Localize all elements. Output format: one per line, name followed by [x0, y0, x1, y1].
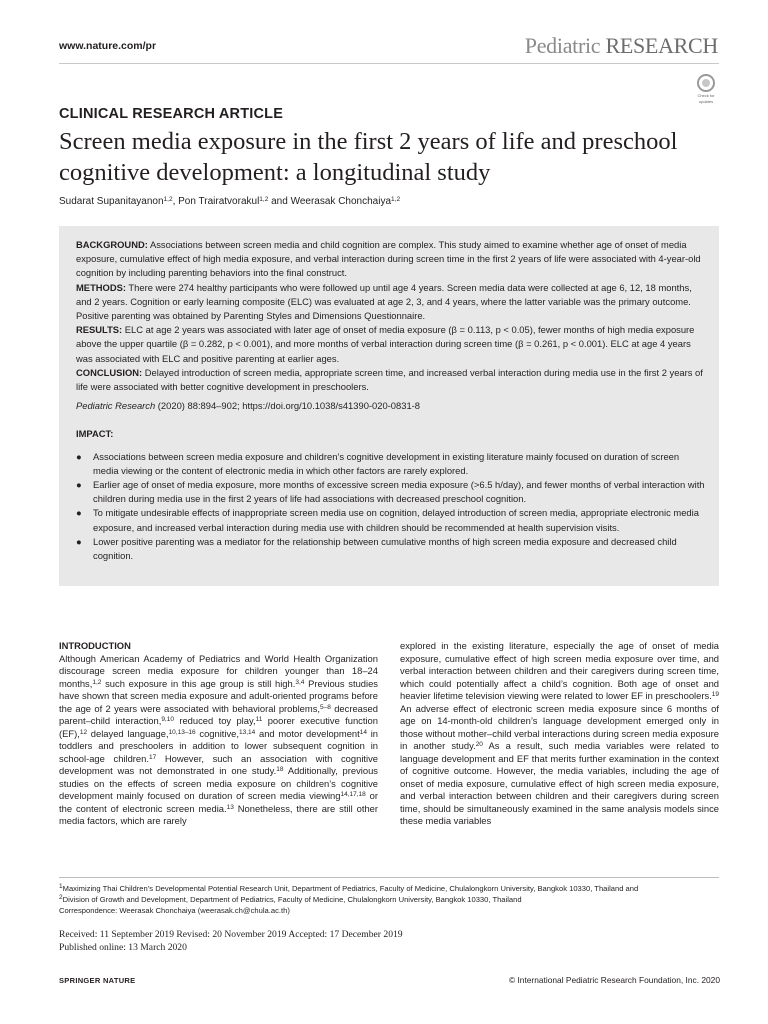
bullet-icon: ● — [76, 450, 82, 462]
affiliation-2-number: 2 — [59, 894, 63, 901]
body-text-run: Additionally, previous studies on the effects of screen media exposure on children’s cognitive development mainly focused on duration of screen media viewing — [59, 765, 378, 801]
bullet-icon: ● — [76, 479, 82, 491]
abstract-methods — [76, 281, 705, 324]
body-text-run: However, such an association with cognitive development was not demonstrated in one study. — [59, 752, 378, 776]
reference-link[interactable]: 18 — [276, 766, 284, 773]
body-text-run: Although American Academy of Pediatrics and World Health Organization discourage screen media exposure for children younger than 18–24 months, — [59, 652, 378, 689]
bullet-icon: ● — [76, 507, 82, 519]
reference-link[interactable]: 13,14 — [239, 728, 256, 736]
reference-link[interactable]: 20 — [475, 741, 483, 748]
reference-link[interactable]: 3,4 — [295, 678, 305, 686]
header-divider — [59, 63, 719, 64]
body-text-run: An adverse effect of electronic screen media exposure since 6 months of age on 14-month-old children’s language development emerged only in those without mother–child verbal interactions during screen media exposure in another study. — [400, 702, 719, 751]
body-text-right — [400, 640, 719, 828]
site-url-link[interactable]: www.nature.com/pr — [59, 40, 157, 52]
section-heading-introduction: INTRODUCTION — [59, 640, 131, 651]
reference-link[interactable]: 9,10 — [161, 716, 174, 723]
impact-item — [76, 506, 705, 534]
article-dates — [59, 929, 403, 954]
affiliation-1-text: Maximizing Thai Children’s Developmental Potential Research Unit, Department of Pediatrics, Faculty of Medicine, Chulalongkorn University, Bangkok 10330, Thailand and — [62, 884, 639, 893]
body-text-run: As a result, such media variables were related to language development and EF that merits further examination in the context of cognitive outcome. However, the media variables, including the age of onset of media exposure, cumulative effect of high screen media exposure, and verbal interaction between children and their caregivers during screen time, should be simultaneously examined in the same analysis models since these media variables — [400, 740, 719, 826]
affiliation-2 — [59, 894, 739, 905]
impact-item — [76, 450, 705, 478]
abstract-results — [76, 323, 705, 366]
body-text-run: in toddlers and preschoolers in addition to lower subsequent cognition in school-age children. — [59, 727, 378, 764]
reference-link[interactable]: 14 — [359, 728, 367, 736]
abstract-background — [76, 238, 705, 281]
reference-link[interactable]: 12 — [79, 728, 88, 736]
citation-line[interactable] — [76, 399, 705, 413]
affiliation-2-text: Division of Growth and Development, Department of Pediatrics, Faculty of Medicine, Chulalongkorn University, Bangkok 10330, Thailand — [62, 895, 522, 904]
body-text-run: and motor development — [255, 727, 360, 739]
reference-link[interactable]: 1,2 — [92, 678, 102, 686]
impact-item — [76, 478, 705, 506]
impact-list — [76, 450, 705, 564]
correspondence: Correspondence: Weerasak Chonchaiya (weerasak.ch@chula.ac.th) — [59, 906, 290, 915]
author-list — [59, 196, 400, 207]
body-text-run: delayed language, — [87, 727, 169, 739]
conclusion-label: CONCLUSION: — [76, 366, 143, 378]
reference-link[interactable]: 11 — [255, 716, 263, 723]
impact-item-text: To mitigate undesirable effects of inappropriate screen media use on cognition, delayed introduction of screen media, appropriate electronic media exposure, and increased verbal interaction during media use with children should be recommended at health supervision visits. — [93, 507, 699, 533]
article-title: Screen media exposure in the first 2 years of life and preschool cognitive development: a longitudinal study — [59, 128, 678, 186]
author-affiliation-sup: 1,2 — [259, 196, 269, 203]
footnote-divider — [59, 877, 719, 878]
publisher-logo: SPRINGER NATURE — [59, 976, 136, 985]
impact-item — [76, 535, 705, 563]
impact-item-text: Earlier age of onset of media exposure, more months of excessive screen media exposure (>6.5 h/day), and fewer months of verbal interaction with children during media use in the first 2 years of life had associations with decreased preschool cognition. — [93, 479, 705, 505]
results-text: ELC at age 2 years was associated with later age of onset of media exposure (β = 0.113, p < 0.05), fewer months of high media exposure above the upper quartile (β = 0.282, p < 0.001), and more months of verbal interaction during screen time (β = 0.261, p < 0.001). ELC at age 4 years was associated with ELC and positive parenting at earlier ages. — [76, 324, 695, 364]
body-text-run: reduced toy play, — [173, 715, 256, 726]
journal-name-part1: Pediatric — [524, 33, 601, 58]
check-updates-icon — [697, 74, 715, 92]
body-text-left — [59, 653, 378, 828]
abstract-conclusion — [76, 366, 705, 394]
reference-link[interactable]: 13 — [226, 803, 234, 811]
received-dates: Received: 11 September 2019 Revised: 20 November 2019 Accepted: 17 December 2019 — [59, 929, 403, 940]
author-name: Weerasak Chonchaiya — [290, 196, 392, 207]
body-text-run: decreased parent–child interaction, — [59, 702, 378, 726]
journal-name-part2: RESEARCH — [605, 33, 718, 58]
reference-link[interactable]: 19 — [711, 691, 719, 698]
author-separator: and — [268, 196, 291, 207]
author-affiliation-sup: 1,2 — [391, 196, 401, 203]
background-label: BACKGROUND: — [76, 239, 148, 250]
body-text-run: Nonetheless, there are still other media factors, which are rarely — [59, 802, 378, 826]
reference-link[interactable]: 5–8 — [320, 703, 331, 711]
author-separator: , — [172, 196, 179, 207]
body-text-run: or the content of electronic screen media. — [59, 790, 378, 814]
impact-item-text: Associations between screen media exposure and children’s cognitive development in existing literature mainly focused on duration of screen media viewing or the content of electronic media in which other factors are rarely explored. — [93, 450, 680, 476]
background-text: Associations between screen media and child cognition are complex. This study aimed to examine whether age of onset of media exposure, cumulative effect of high media exposure, and verbal interaction during screen time in the first 2 years of life were associated with 4-year-old cognition by including parenting behaviors into the final construct. — [76, 239, 701, 279]
check-updates-label-line2: updates — [698, 99, 714, 104]
reference-link[interactable]: 10,13–16 — [168, 728, 196, 736]
abstract-box — [59, 226, 719, 586]
author-name: Pon Trairatvorakul — [178, 196, 260, 207]
published-date: Published online: 13 March 2020 — [59, 941, 187, 953]
impact-heading: IMPACT: — [76, 428, 114, 440]
reference-link[interactable]: 14,17,18 — [340, 791, 366, 798]
affiliation-1 — [59, 883, 739, 894]
conclusion-text: Delayed introduction of screen media, appropriate screen time, and increased verbal interaction during media use in the first 2 years of life were associated with better cognitive development in preschoolers. — [76, 366, 703, 393]
body-column-right — [400, 640, 719, 828]
body-text-run: poorer executive function (EF), — [59, 715, 378, 739]
author-name: Sudarat Supanitayanon — [59, 196, 164, 207]
body-text-run: cognitive, — [195, 727, 239, 739]
footnotes — [59, 883, 739, 916]
body-column-left — [59, 640, 378, 828]
citation-journal: Pediatric Research — [76, 400, 156, 412]
journal-logo — [525, 33, 718, 59]
methods-label: METHODS: — [76, 281, 126, 293]
body-text-run: such exposure in this age group is still high. — [101, 677, 296, 689]
impact-item-text: Lower positive parenting was a mediator for the relationship between cumulative months of high screen media exposure and decreased child cognition. — [93, 535, 677, 562]
article-type-label: CLINICAL RESEARCH ARTICLE — [59, 106, 284, 122]
body-text-run: Previous studies have shown that screen media exposure and adult-oriented programs before the age of 2 years were associated with behavioral problems, — [59, 677, 378, 714]
results-label: RESULTS: — [76, 324, 123, 336]
citation-rest: (2020) 88:894–902; https://doi.org/10.1038/s41390-020-0831-8 — [155, 400, 420, 412]
check-for-updates-badge[interactable] — [694, 74, 718, 104]
methods-text: There were 274 healthy participants who were followed up until age 4 years. Screen media data were collected at age 6, 12, 18 months, and 2 years. Cognition or early learning composite (ELC) was evaluated at age 2, 3, and 4 years, where the latter variable was the primary outcome. Positive parenting was obtained by Parenting Styles and Dimensions Questionnaire. — [76, 281, 692, 322]
reference-link[interactable]: 17 — [148, 753, 157, 761]
bullet-icon: ● — [76, 535, 82, 547]
author-affiliation-sup: 1,2 — [163, 196, 173, 203]
body-text-run: explored in the existing literature, especially the age of onset of media exposure, cumulative effect of high screen media exposure over time, and verbal interaction between children and their caregivers during screen time, which could potentially affect a child’s cognition. Both age of onset and heavier lifetime television viewing were related to lower EF in preschoolers. — [400, 640, 719, 701]
copyright-notice: © International Pediatric Research Foundation, Inc. 2020 — [508, 975, 720, 985]
affiliation-1-number: 1 — [59, 883, 63, 890]
check-updates-label-line1: Check for — [697, 93, 715, 98]
